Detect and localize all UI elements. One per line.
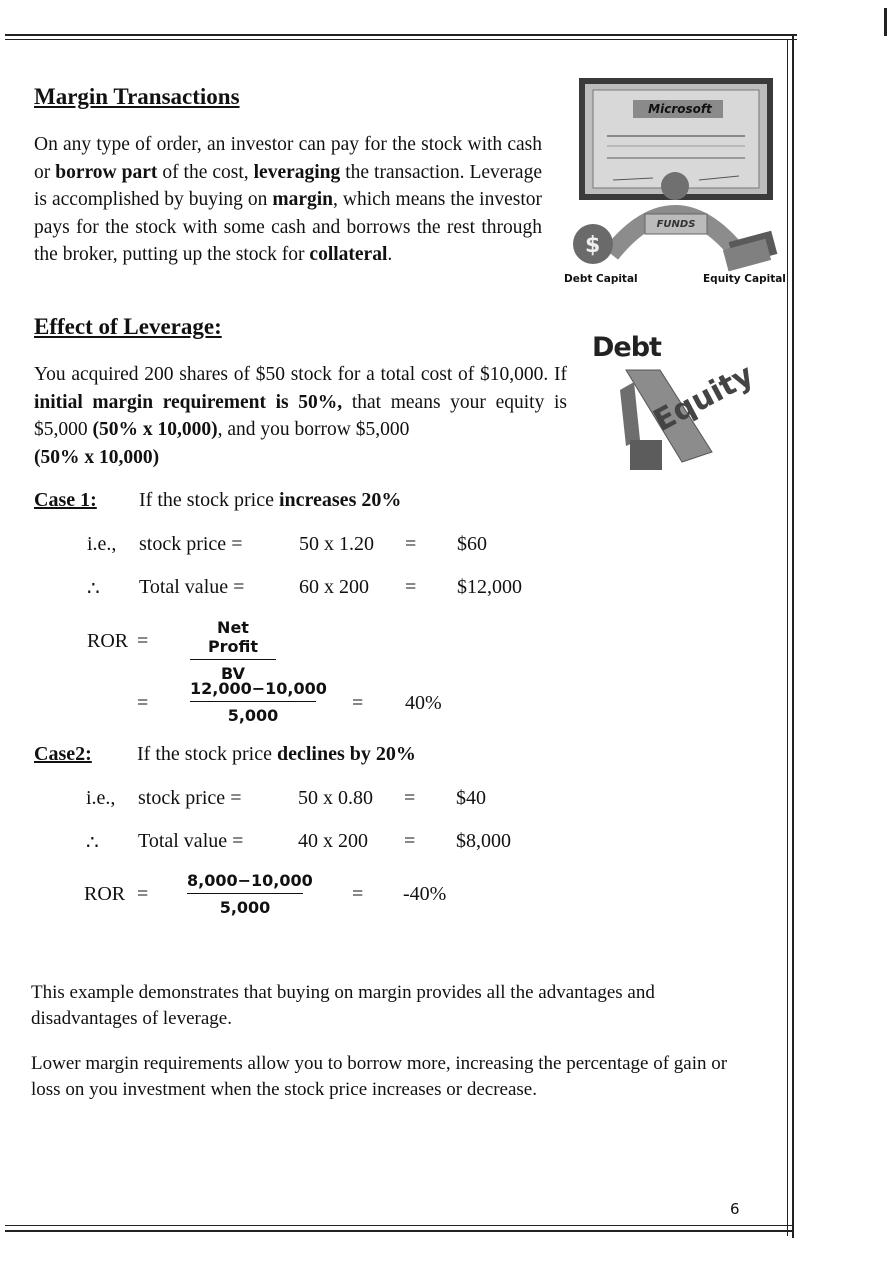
case-1-row1-eq: = — [405, 533, 417, 555]
bottom-border-rule-outer — [5, 1230, 793, 1232]
case-1-ror-eq2: = — [137, 692, 149, 714]
text-run: You acquired 200 shares of $50 stock for a total cost of $10,000. If — [34, 364, 567, 385]
capital-funds-figure — [563, 74, 786, 290]
case-1-ror-fraction — [190, 679, 327, 725]
case-1-row1-expr: 50 x 1.20 — [299, 533, 374, 555]
bold-run: increases 20% — [278, 489, 402, 511]
fraction-denominator: 5,000 — [219, 898, 271, 917]
case-1-ror-result: 40% — [405, 692, 442, 714]
case-2-row1-result: $40 — [456, 787, 486, 809]
effect-of-leverage-heading: Effect of Leverage: — [34, 314, 222, 339]
text-run: . — [387, 244, 393, 265]
fraction-numerator: 8,000−10,000 — [187, 871, 303, 894]
text-run: of the cost, — [157, 161, 254, 183]
case-1-row2-eq: = — [405, 576, 417, 598]
case-2-ror-eq: = — [137, 883, 149, 905]
text-run: If the stock price — [139, 489, 279, 511]
top-border-rule-inner — [5, 39, 797, 40]
case-2-row1-eq: = — [404, 787, 416, 809]
certificate-brand: Microsoft — [648, 102, 712, 116]
debt-equity-figure — [590, 330, 765, 480]
text-run: the transaction. Leverage is accomplished by buying on — [34, 161, 542, 210]
bottom-border-rule — [5, 1225, 793, 1226]
bold-run: (50% x 10,000) — [34, 446, 160, 468]
text-run: , which means the investor pays for the stock with some cash and borrows the rest through the broker, putting up the stock for — [34, 189, 542, 265]
equity-capital-label: Equity Capital — [703, 273, 786, 285]
case-1-ror-eq: = — [137, 630, 149, 652]
conclusion-paragraph-2: Lower margin requirements allow you to borrow more, increasing the percentage of gain or loss on you investment when the stock price increases or decrease. — [31, 1053, 728, 1100]
text-run: If the stock price — [137, 743, 277, 765]
right-border-rule — [792, 34, 794, 1238]
case-2-row1-lead: i.e., — [86, 787, 116, 809]
case-1-row2-expr: 60 x 200 — [299, 576, 369, 598]
conclusion-paragraph-1: This example demonstrates that buying on margin provides all the advantages and disadvantages of leverage. — [31, 982, 655, 1029]
bold-run: collateral — [309, 244, 388, 265]
case-2-ror-label: ROR — [84, 883, 126, 905]
case-2-ror-eq2: = — [352, 883, 364, 905]
effect-of-leverage-paragraph — [34, 361, 567, 471]
case-1-ror-label: ROR — [87, 630, 129, 652]
text-run: On any type of order, an investor can pay for the stock with cash or — [34, 134, 542, 183]
text-run: that means your equity is $5,000 — [34, 391, 567, 440]
fraction-denominator: BV — [221, 664, 245, 683]
case-2-ror-fraction — [187, 871, 313, 917]
margin-transactions-heading: Margin Transactions — [34, 84, 240, 109]
bold-run: initial margin requirement is 50%, — [34, 391, 343, 413]
case-2-label: Case2: — [34, 743, 92, 765]
funds-banner: FUNDS — [656, 219, 696, 230]
case-2-description — [137, 743, 416, 766]
debt-capital-label: Debt Capital — [564, 273, 638, 285]
case-2-ror-result: -40% — [403, 883, 447, 905]
fraction-numerator: Net Profit — [190, 618, 276, 660]
top-border-rule — [5, 34, 797, 36]
case-1-row1-result: $60 — [457, 533, 487, 555]
case-2-row2-eq: = — [404, 830, 416, 852]
equity-word: Equity — [648, 357, 760, 439]
right-border-rule-inner — [787, 40, 788, 1236]
case-1-label: Case 1: — [34, 489, 97, 511]
case-1-description — [139, 489, 401, 512]
edge-mark — [884, 8, 887, 36]
margin-transactions-paragraph — [34, 131, 542, 269]
case-1-row2-label: Total value = — [139, 576, 245, 598]
svg-text:$: $ — [585, 233, 601, 258]
text-run: , and you borrow $5,000 — [217, 419, 410, 440]
net-profit-fraction — [190, 618, 276, 683]
fraction-denominator: 5,000 — [227, 706, 279, 725]
bold-run: leveraging — [253, 161, 341, 183]
bold-run: declines by 20% — [276, 743, 416, 765]
case-1-row2-lead: ∴ — [87, 578, 100, 600]
case-2-row2-lead: ∴ — [86, 832, 99, 854]
fraction-numerator: 12,000−10,000 — [190, 679, 316, 702]
case-2-row2-result: $8,000 — [456, 830, 511, 852]
case-2-row1-label: stock price = — [138, 787, 242, 809]
debt-word: Debt — [592, 332, 661, 363]
case-2-row2-expr: 40 x 200 — [298, 830, 368, 852]
case-2-row2-label: Total value = — [138, 830, 244, 852]
case-1-row1-label: stock price = — [139, 533, 243, 555]
page-number: 6 — [730, 1200, 740, 1218]
case-2-row1-expr: 50 x 0.80 — [298, 787, 373, 809]
case-1-row2-result: $12,000 — [457, 576, 522, 598]
bold-run: (50% x 10,000) — [92, 419, 218, 440]
bold-run: margin — [272, 189, 334, 210]
case-1-ror-eq3: = — [352, 692, 364, 714]
bold-run: borrow part — [55, 161, 158, 183]
case-1-row1-lead: i.e., — [87, 533, 117, 555]
